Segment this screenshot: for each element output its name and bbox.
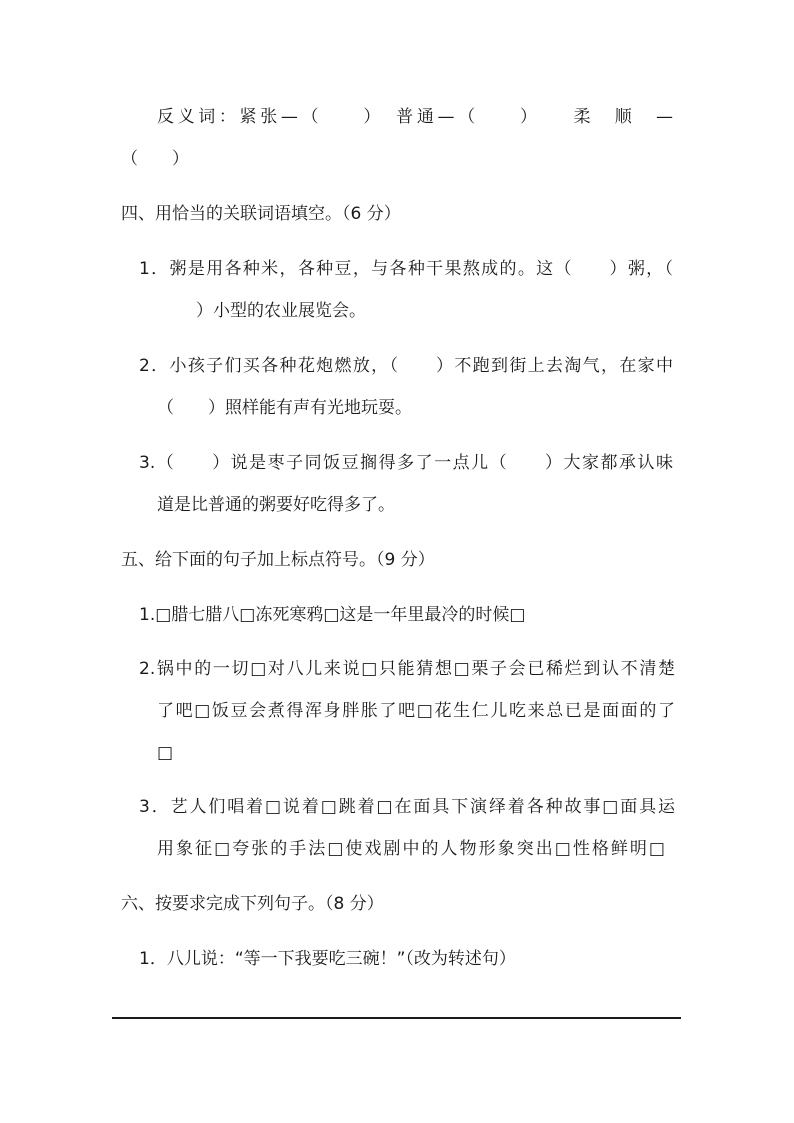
antonym-line-2: （ ） [121,149,189,169]
s5-item-3-line-1: 3．艺人们唱着□说着□跳着□在面具下演绎着各种故事□面具运 [139,797,675,817]
section-6-heading: 六、按要求完成下列句子。（8 分） [121,894,384,914]
s4-item-2-line-1: 2．小孩子们买各种花炮燃放，（ ）不跑到街上去淘气，在家中 [139,356,673,376]
s5-item-1-line-1: 1.□腊七腊八□冻死寒鸦□这是一年里最冷的时候□ [139,605,526,625]
s5-item-3-line-2: 用象征□夸张的手法□使戏剧中的人物形象突出□性格鲜明□ [157,839,665,859]
s4-item-1-line-1: 1．粥是用各种米，各种豆，与各种干果熬成的。这（ ）粥，（ [139,259,673,279]
s4-item-3-line-1: 3.（ ）说是枣子同饭豆搁得多了一点儿（ ）大家都承认味 [139,453,673,473]
s4-item-1-line-2: ）小型的农业展览会。 [196,301,366,321]
antonym-line-1: 反义词：紧张—（ ） 普通—（ ） 柔 顺 — [157,107,673,127]
s6-item-1-line-1: 1．八儿说：“等一下我要吃三碗！”（改为转述句） [139,949,516,969]
s5-item-2-line-2: 了吧□饭豆会煮得浑身胖胀了吧□花生仁儿吃来总已是面面的了 [157,701,675,721]
s5-item-2-line-1: 2.锅中的一切□对八儿来说□只能猜想□栗子会已稀烂到认不清楚 [139,659,675,679]
s5-item-2-line-3: □ [157,743,174,763]
answer-line [112,1017,681,1019]
section-4-heading: 四、用恰当的关联词语填空。（6 分） [121,204,401,224]
s4-item-2-line-2: （ ）照样能有声有光地玩耍。 [157,398,412,418]
section-5-heading: 五、给下面的句子加上标点符号。（9 分） [121,550,435,570]
s4-item-3-line-2: 道是比普通的粥要好吃得多了。 [157,495,395,515]
